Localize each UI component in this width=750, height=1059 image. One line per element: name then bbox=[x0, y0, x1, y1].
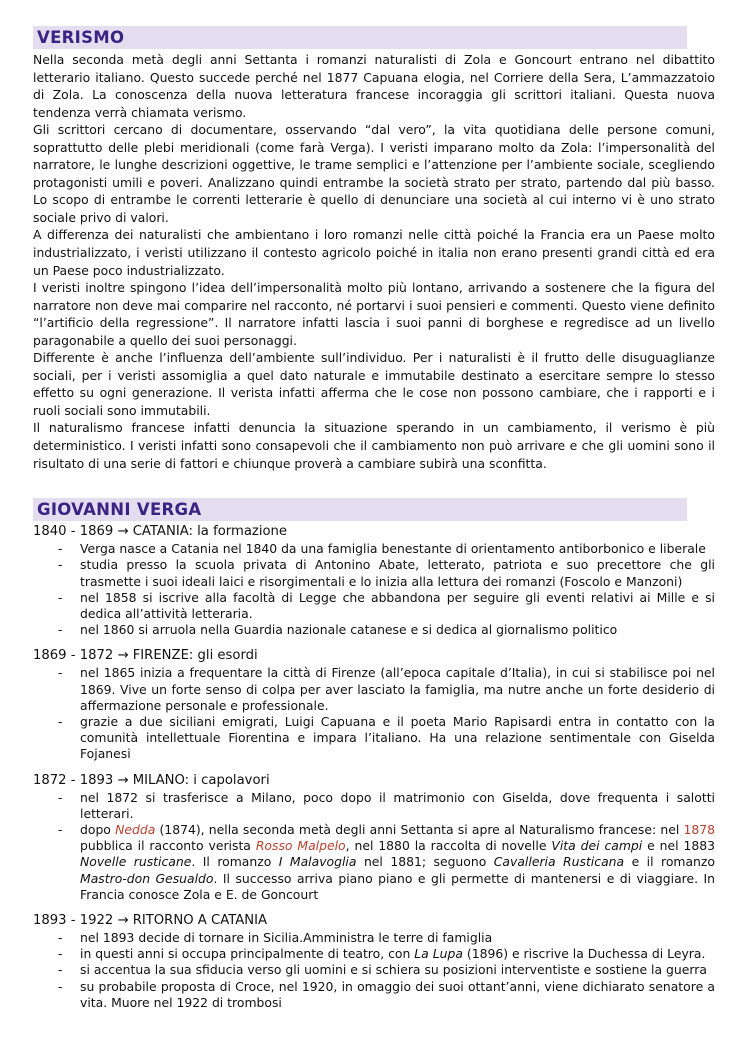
work-mastro-don-gesualdo: Mastro-don Gesualdo bbox=[80, 870, 214, 886]
list-item: - nel 1858 si iscrive alla facoltà di Legge che abbandona per seguire gli eventi relativi ai Mille e si dedica all’attività letteraria. bbox=[33, 590, 715, 622]
verismo-title: VERISMO bbox=[33, 26, 687, 49]
period-heading-firenze: 1869 - 1872 → FIRENZE: gli esordi bbox=[33, 648, 258, 664]
verismo-paragraph: Differente è anche l’influenza dell’ambiente sull’individuo. Per i naturalisti è il frutto delle disuguaglianze sociali, per i veristi assomiglia a quel dato naturale e immutabile destinato a esercitare sempre lo stesso effetto su ogni generazione. Il verista infatti afferma che le cose non possono cambiare, che i rapporti e i ruoli sociali sono immutabili. bbox=[33, 350, 715, 418]
period-list-catania bbox=[33, 541, 717, 638]
verismo-paragraph: Nella seconda metà degli anni Settanta i romanzi naturalisti di Zola e Goncourt entrano nel dibattito letterario italiano. Questo succede perché nel 1877 Capuana elogia, nel Corriere della Sera, L’ammazzatoio di Zola. La conoscenza della nuova letteratura francese incoraggia gli scrittori italiani. Questa nuova tendenza verrà chiamata verismo. bbox=[33, 52, 715, 120]
verismo-paragraph: I veristi inoltre spingono l’idea dell’impersonalità molto più lontano, arrivando a sostenere che la figura del narratore non deve mai comparire nel racconto, né portarvi i suoi pensieri e commenti. Questo viene definito “l’artificio della regressione”. Il narratore infatti lascia i suoi panni di borghese e regredisce ad un livello paragonabile a quello dei suoi personaggi. bbox=[33, 280, 715, 348]
list-item-milano-works: - dopo Nedda (1874), nella seconda metà degli anni Settanta si apre al Naturalismo francese: nel 1878 pubblica il racconto verista Rosso Malpelo, nel 1880 la raccolta di novelle Vita dei campi e nel 1883 Novelle rusticane. Il romanzo I Malavoglia nel 1881; seguono Cavalleria Rusticana e il romanzo Mastro-don Gesualdo. Il successo arriva piano piano e gli permette di mantenersi e di viaggiare. In Francia conosce Zola e E. de Goncourt bbox=[33, 822, 715, 903]
work-cavalleria-rusticana: Cavalleria Rusticana bbox=[493, 854, 625, 870]
period-heading-catania: 1840 - 1869 → CATANIA: la formazione bbox=[33, 524, 288, 540]
list-item: - nel 1865 inizia a frequentare la città di Firenze (all’epoca capitale d’Italia), in cui si stabilisce poi nel 1869. Vive un forte senso di colpa per aver lasciato la famiglia, ma nutre anche un forte desiderio di affermazione personale e professionale. bbox=[33, 665, 715, 714]
list-item: - su probabile proposta di Croce, nel 1920, in omaggio dei suoi ottant’anni, viene dichiarato senatore a vita. Muore nel 1922 di trombosi bbox=[33, 979, 715, 1011]
period-heading-ritorno: 1893 - 1922 → RITORNO A CATANIA bbox=[33, 912, 268, 928]
work-malavoglia: I Malavoglia bbox=[278, 854, 357, 870]
verismo-paragraph: A differenza dei naturalisti che ambientano i loro romanzi nelle città poiché la Francia era un Paese molto industrializzato, i veristi utilizzano il contesto agricolo poiché in italia non erano presenti grandi città ed era un Paese poco industrializzato. bbox=[33, 227, 715, 278]
work-rosso-malpelo: Rosso Malpelo bbox=[255, 838, 346, 854]
list-item: - nel 1893 decide di tornare in Sicilia.Amministra le terre di famiglia bbox=[33, 930, 715, 946]
work-nedda: Nedda bbox=[115, 821, 156, 837]
list-item: - grazie a due siciliani emigrati, Luigi Capuana e il poeta Mario Rapisardi entra in contatto con la comunità intellettuale Fiorentina e impara l’italiano. Ha una relazione sentimentale con Giselda Fojanesi bbox=[33, 714, 715, 763]
work-novelle-rusticane: Novelle rusticane bbox=[80, 854, 192, 870]
work-vita-dei-campi: Vita dei campi bbox=[551, 838, 643, 854]
period-list-milano bbox=[33, 790, 717, 903]
period-heading-milano: 1872 - 1893 → MILANO: i capolavori bbox=[33, 772, 270, 788]
verismo-body bbox=[33, 51, 717, 472]
list-item: - nel 1872 si trasferisce a Milano, poco dopo il matrimonio con Giselda, dove frequenta i salotti letterari. bbox=[33, 790, 715, 822]
list-item: - si accentua la sua sfiducia verso gli uomini e si schiera su posizioni interventiste e sostiene la guerra bbox=[33, 962, 715, 978]
verismo-paragraph: Il naturalismo francese infatti denuncia la situazione sperando in un cambiamento, il verismo è più deterministico. I veristi infatti sono consapevoli che il cambiamento non può arrivare e che gli uomini sono il risultato di una serie di fattori e chiunque proverà a cambiare subirà una sconfitta. bbox=[33, 420, 715, 471]
period-list-firenze bbox=[33, 665, 717, 762]
list-item-teatro: - in questi anni si occupa principalmente di teatro, con La Lupa (1896) e riscrive la Duchessa di Leyra. bbox=[33, 946, 715, 962]
verga-title: GIOVANNI VERGA bbox=[33, 498, 687, 521]
year-1878: 1878 bbox=[683, 821, 715, 837]
list-item: - nel 1860 si arruola nella Guardia nazionale catanese e si dedica al giornalismo politico bbox=[33, 622, 715, 638]
list-item: - Verga nasce a Catania nel 1840 da una famiglia benestante di orientamento antiborbonico e liberale bbox=[33, 541, 715, 557]
list-item: - studia presso la scuola privata di Antonino Abate, letterato, patriota e suo precettore che gli trasmette i suoi ideali laici e risorgimentali e lo inizia alla lettura dei romanzi (Foscolo e Manzoni) bbox=[33, 557, 715, 589]
verismo-paragraph: Gli scrittori cercano di documentare, osservando “dal vero”, la vita quotidiana delle persone comuni, soprattutto delle plebi meridionali (come farà Verga). I veristi imparano molto da Zola: l’impersonalità del narratore, le lunghe descrizioni oggettive, le trame semplici e l’attenzione per l’ambiente sociale, scegliendo protagonisti umili e poveri. Analizzano quindi entrambe la società strato per strato, partendo dal più basso. Lo scopo di entrambe le correnti letterarie è quello di denunciare una società al cui interno vi è uno strato sociale privo di valori. bbox=[33, 122, 715, 225]
period-list-ritorno bbox=[33, 930, 717, 1011]
work-la-lupa: La Lupa bbox=[414, 946, 463, 962]
